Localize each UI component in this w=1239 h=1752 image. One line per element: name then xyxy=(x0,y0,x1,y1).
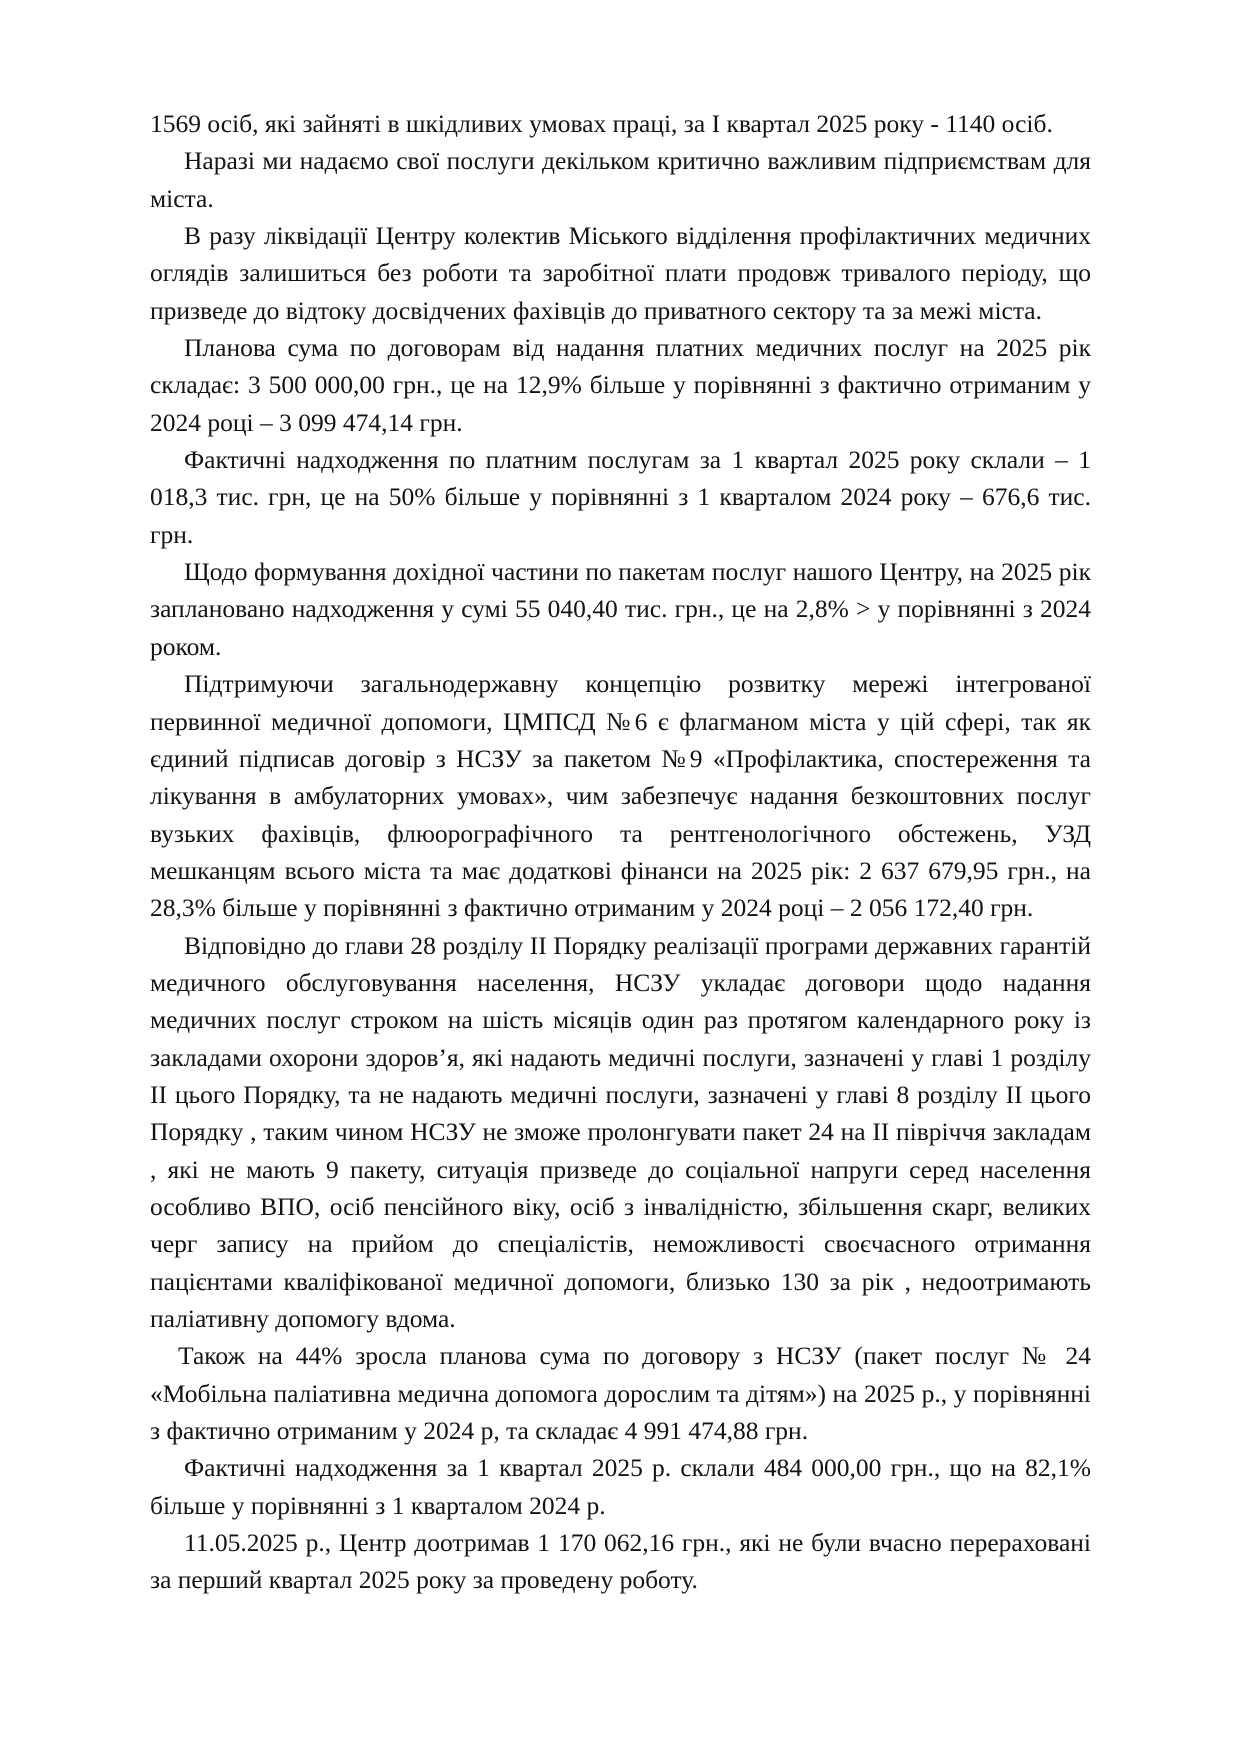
paragraph-9: Також на 44% зросла планова сума по договору з НСЗУ (пакет послуг № 24 «Мобільна паліативна медична допомога дорослим та дітям») на 2025 р., у порівнянні з фактично отриманим у 2024 р, та складає 4 991 474,88 грн. xyxy=(150,1341,1091,1446)
document-body xyxy=(150,105,1091,1599)
paragraph-5: Фактичні надходження по платним послугам за 1 квартал 2025 року склали – 1 018,3 тис. грн, це на 50% більше у порівнянні з 1 кварталом 2024 року – 676,6 тис. грн. xyxy=(150,445,1091,549)
paragraph-7: Підтримуючи загальнодержавну концепцію розвитку мережі інтегрованої первинної медичної допомоги, ЦМПСД №6 є флагманом міста у цій сфері, так як єдиний підписав договір з НСЗУ за пакетом №9 «Профілактика, спостереження та лікування в амбулаторних умовах», чим забезпечує надання безкоштовних послуг вузьких фахівців, флюорографічного та рентгенологічного обстежень, УЗД мешканцям всього міста та має додаткові фінанси на 2025 рік: 2 637 679,95 грн., на 28,3% більше у порівнянні з фактично отриманим у 2024 році – 2 056 172,40 грн. xyxy=(150,669,1091,923)
paragraph-10: Фактичні надходження за 1 квартал 2025 р. склали 484 000,00 грн., що на 82,1% більше у порівнянні з 1 кварталом 2024 р. xyxy=(150,1453,1091,1520)
paragraph-3: В разу ліквідації Центру колектив Міського відділення профілактичних медичних оглядів залишиться без роботи та заробітної плати продовж тривалого періоду, що призведе до відтоку досвідчених фахівців до приватного сектору та за межі міста. xyxy=(150,221,1091,325)
paragraph-11: 11.05.2025 р., Центр доотримав 1 170 062,16 грн., які не були вчасно перераховані за перший квартал 2025 року за проведену роботу. xyxy=(150,1528,1091,1595)
paragraph-1: 1569 осіб, які зайняті в шкідливих умовах праці, за І квартал 2025 року - 1140 осіб. xyxy=(150,109,1053,138)
paragraph-2: Наразі ми надаємо свої послуги декільком критично важливим підприємствам для міста. xyxy=(150,146,1091,213)
paragraph-8: Відповідно до глави 28 розділу ІІ Порядку реалізації програми державних гарантій медичного обслуговування населення, НСЗУ укладає договори щодо надання медичних послуг строком на шість місяців один раз протягом календарного року із закладами охорони здоров’я, які надають медичні послуги, зазначені у главі 1 розділу ІІ цього Порядку, та не надають медичні послуги, зазначені у главі 8 розділу ІІ цього Порядку , таким чином НСЗУ не зможе пролонгувати пакет 24 на ІІ півріччя закладам , які не мають 9 пакету, ситуація призведе до соціальної напруги серед населення особливо ВПО, осіб пенсійного віку, осіб з інвалідністю, збільшення скарг, великих черг запису на прийом до спеціалістів, неможливості своєчасного отримання пацієнтами кваліфікованої медичної допомоги, близько 130 за рік , недоотримають паліативну допомогу вдома. xyxy=(150,930,1091,1333)
paragraph-6: Щодо формування дохідної частини по пакетам послуг нашого Центру, на 2025 рік заплановано надходження у сумі 55 040,40 тис. грн., це на 2,8% > у порівнянні з 2024 роком. xyxy=(150,557,1091,661)
paragraph-4: Планова сума по договорам від надання платних медичних послуг на 2025 рік складає: 3 500 000,00 грн., це на 12,9% більше у порівнянні з фактично отриманим у 2024 році – 3 099 474,14 грн. xyxy=(150,333,1091,437)
